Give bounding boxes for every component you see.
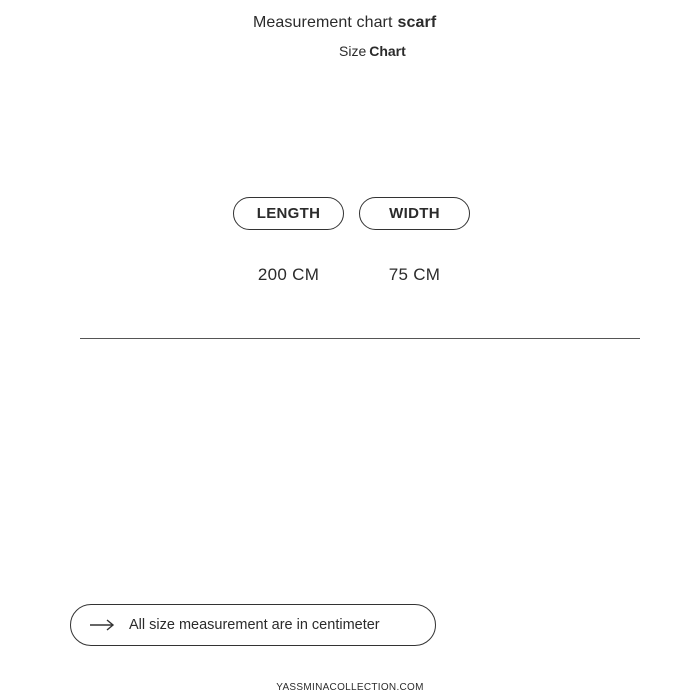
- footer-website: YASSMINACOLLECTION.COM: [276, 682, 424, 693]
- arrow-right-icon: [89, 618, 115, 632]
- width-value: 75 CM: [388, 265, 441, 284]
- length-value: 200 CM: [257, 265, 320, 284]
- title-bold: scarf: [397, 14, 437, 31]
- divider: [80, 338, 640, 339]
- width-label-pill: WIDTH: [359, 197, 470, 230]
- note-text: All size measurement are in centimeter: [129, 617, 380, 633]
- subtitle-bold: Chart: [369, 43, 406, 59]
- measurement-note: [70, 604, 436, 646]
- length-label-pill: LENGTH: [233, 197, 344, 230]
- title-regular: Measurement chart: [253, 14, 393, 31]
- page-title: [253, 14, 436, 32]
- subtitle-regular: Size: [339, 43, 367, 59]
- page-subtitle: [339, 43, 406, 59]
